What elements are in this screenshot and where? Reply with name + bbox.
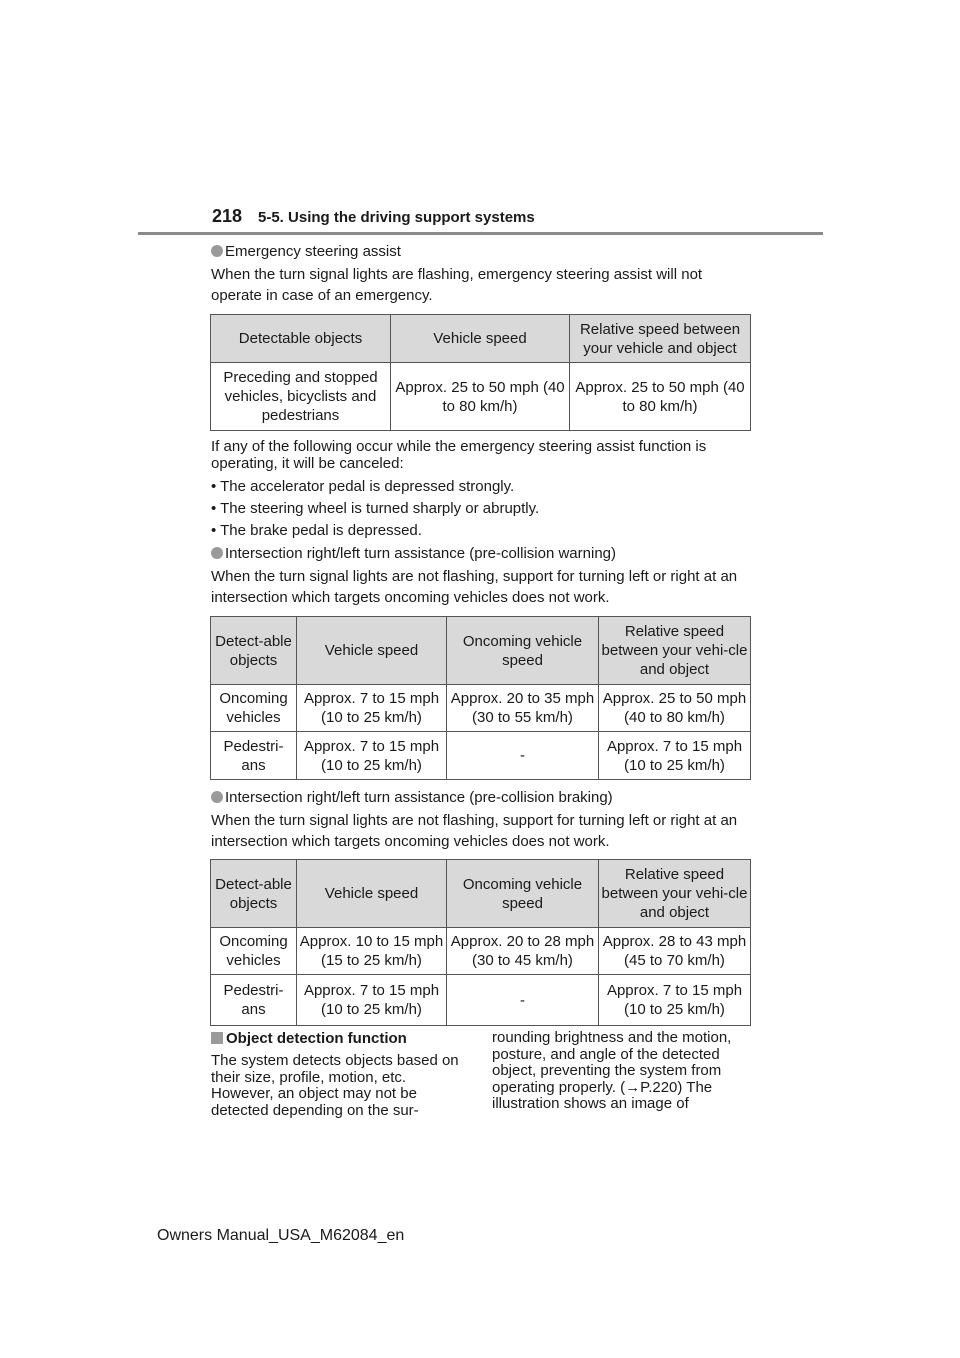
s3-table <box>210 859 751 1026</box>
table-row <box>211 732 751 780</box>
s3-title: Intersection right/left turn assistance (pre-collision braking) <box>225 789 613 806</box>
th: Vehicle speed <box>391 315 570 363</box>
cell: Pedestri-ans <box>211 975 297 1026</box>
cancel-bullet: • The brake pedal is depressed. <box>211 522 422 539</box>
cell: Approx. 7 to 15 mph (10 to 25 km/h) <box>297 685 447 732</box>
bullet-icon <box>211 791 223 803</box>
cell: Approx. 25 to 50 mph (40 to 80 km/h) <box>599 685 751 732</box>
th: Relative speed between your vehicle and object <box>570 315 751 363</box>
s1-table <box>210 314 751 431</box>
s4-heading <box>211 1030 407 1047</box>
footer: Owners Manual_USA_M62084_en <box>157 1227 405 1244</box>
table-row <box>211 928 751 975</box>
cell: Approx. 10 to 15 mph (15 to 25 km/h) <box>297 928 447 975</box>
cancel-intro: If any of the following occur while the emergency steering assist function is operating, it will be canceled: <box>211 438 707 472</box>
bullet-icon <box>211 547 223 559</box>
cell: Approx. 28 to 43 mph (45 to 70 km/h) <box>599 928 751 975</box>
s4-right-text: rounding brightness and the motion, posture, and angle of the detected object, preventing the system from operating properly. (→P.220) The illustration shows an image of <box>492 1029 732 1112</box>
th: Relative speed between your vehi-cle and object <box>599 860 751 928</box>
cell: Approx. 20 to 28 mph (30 to 45 km/h) <box>447 928 599 975</box>
cell: Approx. 7 to 15 mph (10 to 25 km/h) <box>599 732 751 780</box>
th: Oncoming vehicle speed <box>447 617 599 685</box>
cell: Approx. 25 to 50 mph (40 to 80 km/h) <box>391 363 570 431</box>
s2-table <box>210 616 751 780</box>
s2-heading <box>211 543 756 564</box>
th: Detectable objects <box>211 315 391 363</box>
th: Relative speed between your vehi-cle and object <box>599 617 751 685</box>
s4-title: Object detection function <box>226 1030 407 1047</box>
th: Oncoming vehicle speed <box>447 860 599 928</box>
cell: Approx. 7 to 15 mph (10 to 25 km/h) <box>297 975 447 1026</box>
th: Vehicle speed <box>297 617 447 685</box>
cell: Approx. 7 to 15 mph (10 to 25 km/h) <box>599 975 751 1026</box>
section-title: 5-5. Using the driving support systems <box>258 209 535 226</box>
square-bullet-icon <box>211 1032 223 1044</box>
s2-title: Intersection right/left turn assistance (pre-collision warning) <box>225 545 617 562</box>
cell: Oncoming vehicles <box>211 928 297 975</box>
cell: - <box>447 975 599 1026</box>
cancel-bullet: • The steering wheel is turned sharply or abruptly. <box>211 500 540 517</box>
cell: Pedestri-ans <box>211 732 297 780</box>
cancel-bullet: • The accelerator pedal is depressed strongly. <box>211 478 515 495</box>
s3-text: When the turn signal lights are not flashing, support for turning left or right at an intersection which targets oncoming vehicles does not work. <box>211 812 738 850</box>
bullet-icon <box>211 245 223 257</box>
s2-text: When the turn signal lights are not flashing, support for turning left or right at an intersection which targets oncoming vehicles does not work. <box>211 568 738 606</box>
s1-heading <box>211 241 756 262</box>
page-number: 218 <box>212 206 243 226</box>
table-row <box>211 975 751 1026</box>
cell: Approx. 7 to 15 mph (10 to 25 km/h) <box>297 732 447 780</box>
table-row <box>211 363 751 431</box>
th: Detect-able objects <box>211 860 297 928</box>
cell: Approx. 20 to 35 mph (30 to 55 km/h) <box>447 685 599 732</box>
table-row <box>211 685 751 732</box>
s3-heading <box>211 787 756 808</box>
th: Vehicle speed <box>297 860 447 928</box>
cell: - <box>447 732 599 780</box>
header-rule <box>138 232 823 235</box>
s1-title: Emergency steering assist <box>225 243 401 260</box>
cell: Oncoming vehicles <box>211 685 297 732</box>
th: Detect-able objects <box>211 617 297 685</box>
s1-text: When the turn signal lights are flashing, emergency steering assist will not operate in case of an emergency. <box>211 266 703 304</box>
cell: Preceding and stopped vehicles, bicyclists and pedestrians <box>211 363 391 431</box>
cell: Approx. 25 to 50 mph (40 to 80 km/h) <box>570 363 751 431</box>
s4-left-text: The system detects objects based on their size, profile, motion, etc. However, an object may not be detected depending on the sur- <box>211 1052 459 1119</box>
